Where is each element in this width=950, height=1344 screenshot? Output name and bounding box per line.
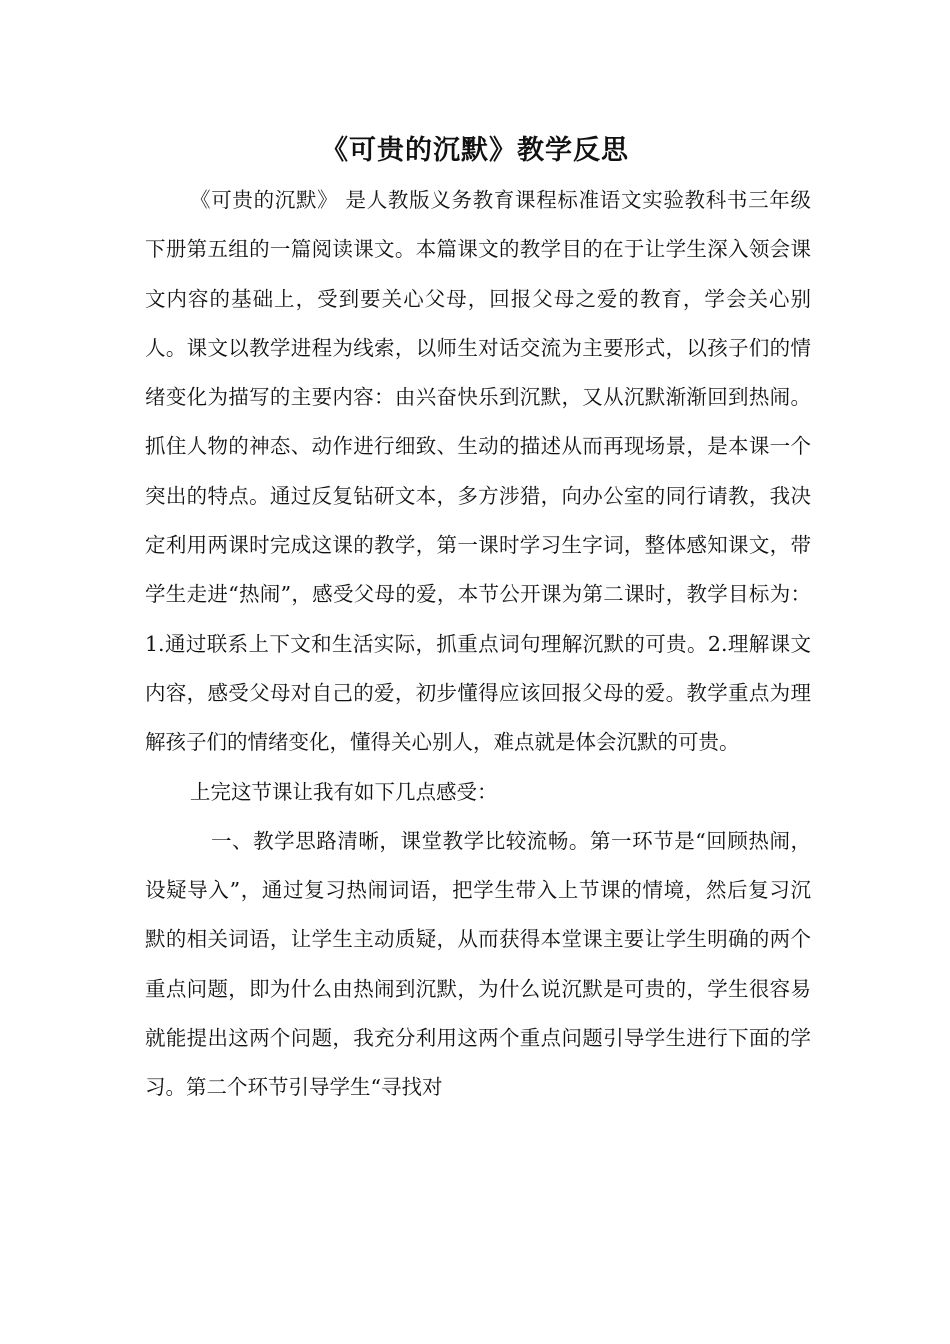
document-title: 《可贵的沉默》教学反思	[321, 135, 629, 166]
document-body	[145, 176, 811, 1113]
paragraph-point-one: 一、教学思路清晰，课堂教学比较流畅。第一环节是“回顾热闹，设疑导入”，通过复习热闹词语，把学生带入上节课的情境，然后复习沉默的相关词语，让学生主动质疑，从而获得本堂课主要让学生明确的两个重点问题，即为什么由热闹到沉默，为什么说沉默是可贵的，学生很容易就能提出这两个问题，我充分利用这两个重点问题引导学生进行下面的学习。第二个环节引导学生“寻找对	[145, 828, 811, 1100]
paragraph-intro: 《可贵的沉默》 是人教版义务教育课程标准语文实验教科书三年级下册第五组的一篇阅读课文。本篇课文的教学目的在于让学生深入领会课文内容的基础上，受到要关心父母，回报父母之爱的教育，学会关心别人。课文以教学进程为线索，以师生对话交流为主要形式，以孩子们的情绪变化为描写的主要内容：由兴奋快乐到沉默，又从沉默渐渐回到热闹。抓住人物的神态、动作进行细致、生动的描述从而再现场景，是本课一个突出的特点。通过反复钻研文本，多方涉猎，向办公室的同行请教，我决定利用两课时完成这课的教学，第一课时学习生字词，整体感知课文，带学生走进“热闹”，感受父母的爱，本节公开课为第二课时，教学目标为：1.通过联系上下文和生活实际，抓重点词句理解沉默的可贵。2.理解课文内容，感受父母对自己的爱，初步懂得应该回报父母的爱。教学重点为理解孩子们的情绪变化，懂得关心别人，难点就是体会沉默的可贵。	[145, 188, 811, 755]
paragraph-feelings-lead: 上完这节课让我有如下几点感受：	[190, 779, 498, 804]
